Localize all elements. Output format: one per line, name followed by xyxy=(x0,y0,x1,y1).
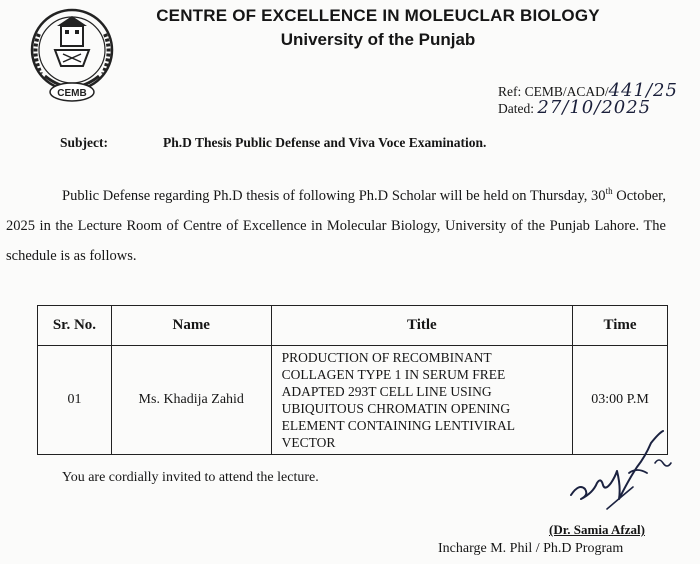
invitation-text: You are cordially invited to attend the lecture. xyxy=(62,470,319,485)
signatory-name: (Dr. Samia Afzal) xyxy=(549,522,645,537)
header-title: Title xyxy=(271,306,573,346)
cell-name: Ms. Khadija Zahid xyxy=(111,346,271,455)
cell-time: 03:00 P.M xyxy=(573,346,668,455)
table-header-row xyxy=(38,306,668,346)
header-time: Time xyxy=(573,306,668,346)
date-value: 27/10/2025 xyxy=(537,97,652,118)
body-part-1: Public Defense regarding Ph.D thesis of following Ph.D Scholar will be held on Thursday, 30 xyxy=(62,188,606,204)
handwritten-signature-icon xyxy=(563,427,678,527)
header-sr-no: Sr. No. xyxy=(38,306,112,346)
logo-text: CEMB xyxy=(57,88,87,99)
subject-text: Ph.D Thesis Public Defense and Viva Voce Examination. xyxy=(163,135,487,150)
ordinal-suffix: th xyxy=(605,186,613,197)
cell-sr-no: 01 xyxy=(38,346,112,455)
dated-label: Dated: xyxy=(498,101,534,116)
subject-label: Subject: xyxy=(60,135,108,150)
body-part-2: October, 2025 in the Lecture Room of Centre of Excellence in Molecular Biology, University of the Punjab Lahore. The schedule is as follows. xyxy=(6,188,666,264)
date-line xyxy=(498,97,651,118)
organization-name: CENTRE OF EXCELLENCE IN MOLEUCLAR BIOLOGY xyxy=(156,6,600,25)
ref-number: 441/25 xyxy=(608,80,678,101)
header-name: Name xyxy=(111,306,271,346)
body-paragraph xyxy=(6,181,666,271)
ref-label: Ref: CEMB/ACAD/ xyxy=(498,84,609,99)
university-crest-icon xyxy=(27,4,117,106)
signatory-designation: Incharge M. Phil / Ph.D Program xyxy=(438,541,624,556)
university-name: University of the Punjab xyxy=(280,30,476,49)
cell-title: PRODUCTION OF RECOMBINANT COLLAGEN TYPE 1 IN SERUM FREE ADAPTED 293T CELL LINE USING UBIQUITOUS CHROMATIN OPENING ELEMENT CONTAINING LENTIVIRAL VECTOR xyxy=(271,346,573,455)
